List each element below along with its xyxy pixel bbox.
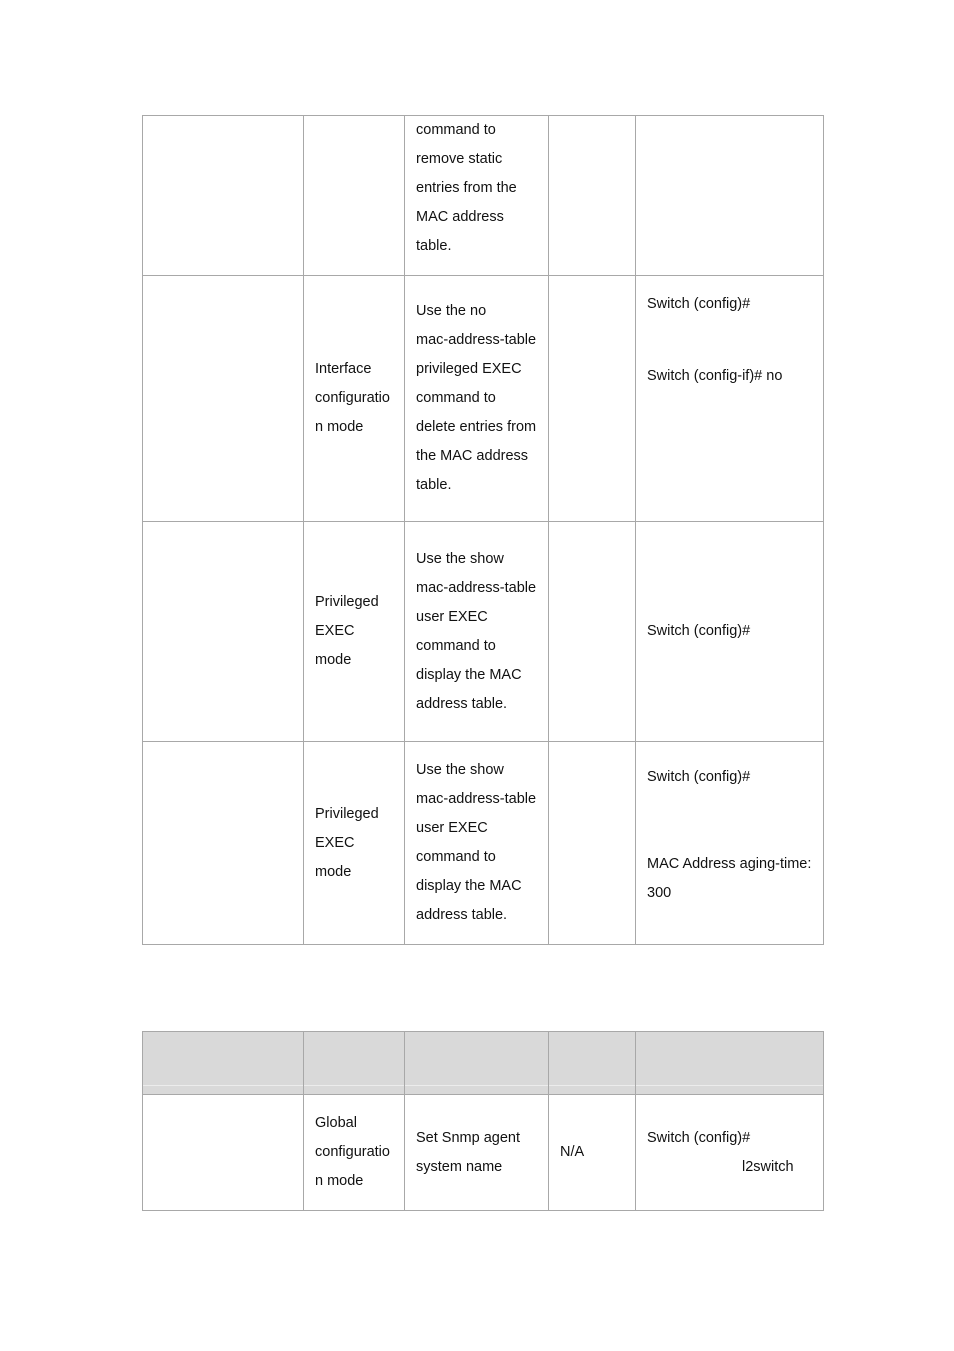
command-cell bbox=[143, 116, 304, 276]
description-cell: Set Snmp agent system name bbox=[405, 1095, 549, 1211]
description-cell: Use the show mac-address-table user EXEC command to display the MAC address table. bbox=[405, 742, 549, 945]
table-row bbox=[143, 116, 824, 276]
mode-cell: Privileged EXEC mode bbox=[304, 522, 405, 742]
header-cell bbox=[143, 1032, 304, 1095]
table-row bbox=[143, 276, 824, 522]
example-cell: Switch (config)# bbox=[636, 522, 824, 742]
example-cell: Switch (config)# l2switch bbox=[636, 1095, 824, 1211]
table-row bbox=[143, 1095, 824, 1211]
header-cell bbox=[405, 1032, 549, 1095]
snmp-command-table bbox=[142, 1031, 824, 1211]
table-header-row bbox=[143, 1032, 824, 1095]
default-cell: N/A bbox=[549, 1095, 636, 1211]
mode-cell: Interface configuratio n mode bbox=[304, 276, 405, 522]
mode-cell: Global configuratio n mode bbox=[304, 1095, 405, 1211]
table-row bbox=[143, 742, 824, 945]
mode-cell bbox=[304, 116, 405, 276]
description-cell: Use the no mac-address-table privileged EXEC command to delete entries from the MAC address table. bbox=[405, 276, 549, 522]
header-cell bbox=[636, 1032, 824, 1095]
default-cell bbox=[549, 742, 636, 945]
command-table bbox=[142, 115, 824, 945]
command-cell bbox=[143, 276, 304, 522]
table-row bbox=[143, 522, 824, 742]
default-cell bbox=[549, 522, 636, 742]
command-cell bbox=[143, 522, 304, 742]
example-cell: Switch (config)# MAC Address aging-time: 300 bbox=[636, 742, 824, 945]
command-cell bbox=[143, 1095, 304, 1211]
header-cell bbox=[304, 1032, 405, 1095]
example-cell bbox=[636, 116, 824, 276]
description-cell: command to remove static entries from the MAC address table. bbox=[405, 116, 549, 276]
header-cell bbox=[549, 1032, 636, 1095]
default-cell bbox=[549, 276, 636, 522]
example-cell: Switch (config)# Switch (config-if)# no bbox=[636, 276, 824, 522]
mode-cell: Privileged EXEC mode bbox=[304, 742, 405, 945]
description-cell: Use the show mac-address-table user EXEC command to display the MAC address table. bbox=[405, 522, 549, 742]
command-cell bbox=[143, 742, 304, 945]
default-cell bbox=[549, 116, 636, 276]
